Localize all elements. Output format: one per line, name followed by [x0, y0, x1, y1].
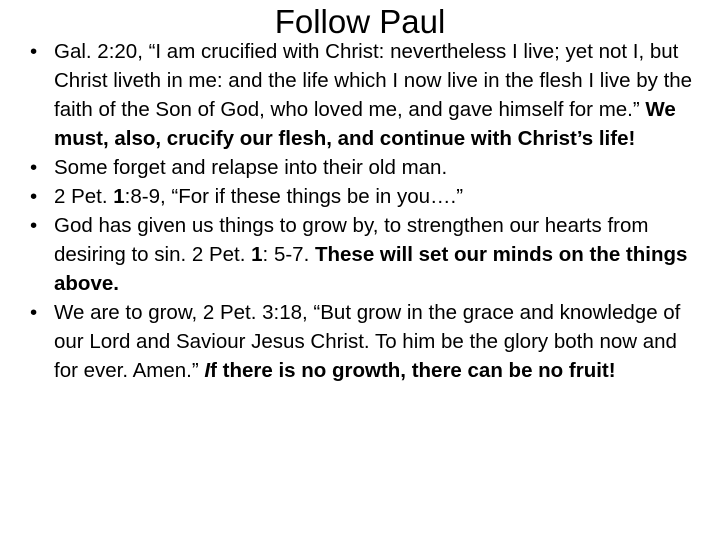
bullet-text: :8-9, “For if these things be in you….”	[124, 185, 464, 208]
bullet-item	[30, 37, 702, 153]
bullet-text: Gal. 2:20, “I am crucified with Christ: nevertheless I live; yet not I, but Christ liveth in me: and the life which I now live in the flesh I live by the faith of the Son of God, who loved me, and gave himself for me.”	[54, 40, 693, 121]
bullet-emphasis: These will set our minds on the things above.	[54, 243, 688, 295]
bullet-text: : 5-7.	[262, 243, 315, 266]
bullet-text: 2 Pet.	[54, 185, 114, 208]
bullet-ref-chapter: 1	[251, 243, 263, 266]
bullet-ref-chapter: 1	[113, 185, 125, 208]
bullet-text: Some forget and relapse into their old man.	[54, 156, 448, 179]
bullet-list	[30, 37, 702, 385]
bullet-emphasis: We must, also, crucify our flesh, and continue with Christ’s life!	[54, 98, 676, 150]
bullet-item	[30, 182, 702, 211]
bullet-item	[30, 211, 702, 298]
bullet-item	[30, 298, 702, 385]
bullet-text: God has given us things to grow by, to strengthen our hearts from desiring to sin. 2 Pet.	[54, 214, 649, 266]
bullet-emphasis-italic: I	[204, 359, 211, 382]
bullet-item	[30, 153, 702, 182]
bullet-text: We are to grow, 2 Pet. 3:18, “But grow in the grace and knowledge of our Lord and Saviour Jesus Christ. To him be the glory both now and for ever. Amen.”	[54, 301, 681, 382]
slide-title: Follow Paul	[274, 3, 446, 40]
bullet-emphasis: f there is no growth, there can be no fruit!	[210, 359, 616, 382]
